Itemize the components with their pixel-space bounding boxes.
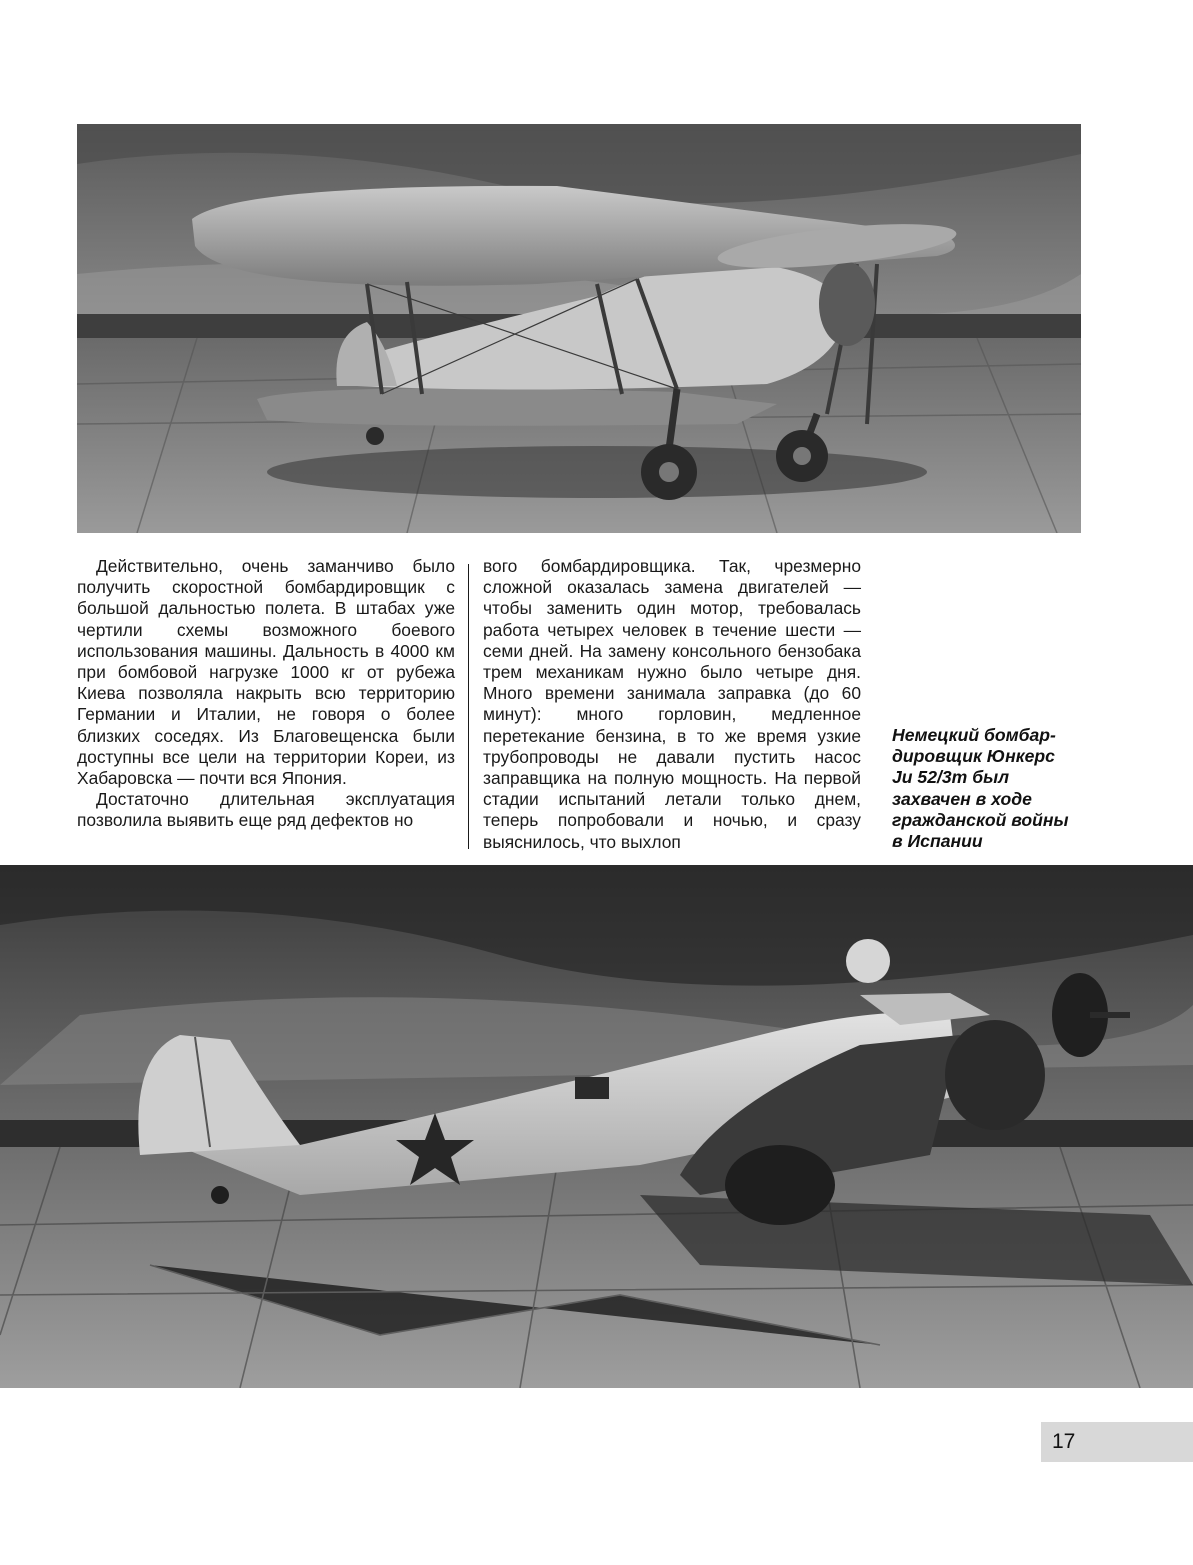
caption-line: захвачен в ходе: [892, 788, 1032, 809]
caption-line: Немецкий бомбар-: [892, 725, 1056, 745]
caption-line: дировщик Юнкерс: [892, 746, 1055, 767]
page-number: 17: [1052, 1430, 1076, 1453]
biplane-illustration: [77, 124, 1081, 533]
paragraph: вого бомбардировщика. Так, чрезмерно сложной оказалась замена двигателей — чтобы заменить один мотор, требовалась работа четырех человек в течение шести — семи дней. На замену консольного бензобака трем механикам нужно было четыре дня. Много времени занимала заправка (до 60 минут): много горловин, медленное перетекание бензина, в то же время узкие трубопроводы не давали пустить насос заправщика на полную мощность. На первой стадии испытаний летали только днем, теперь попробовали и ночью, и сразу выяснилось, что выхлоп: [483, 556, 861, 852]
column-divider: [468, 564, 469, 849]
photo-caption: [892, 725, 1097, 852]
trimotor-photo: [0, 865, 1193, 1388]
trimotor-illustration: [0, 865, 1193, 1388]
caption-line: в Испании: [892, 831, 983, 852]
paragraph: Действительно, очень заманчиво было получить скоростной бомбардировщик с большой дальностью полета. В штабах уже чертили схемы возможного боевого использования машины. Дальность в 4000 км при бомбовой нагрузке 1000 кг от рубежа Киева позволяла накрыть всю территорию Германии и Италии, не говоря о более близких соседях. Из Благовещенска были доступны все цели на территории Кореи, из Хабаровска — почти вся Япония.: [77, 556, 455, 789]
caption-line: гражданской войны: [892, 809, 1069, 830]
article-column-right: [483, 556, 861, 853]
paragraph: Достаточно длительная эксплуатация позволила выявить еще ряд дефектов но: [77, 789, 455, 831]
caption-line: Ju 52/3m был: [892, 767, 1010, 788]
biplane-photo: [77, 124, 1081, 533]
page-number-box: [1041, 1422, 1193, 1462]
article-column-left: [77, 556, 455, 832]
